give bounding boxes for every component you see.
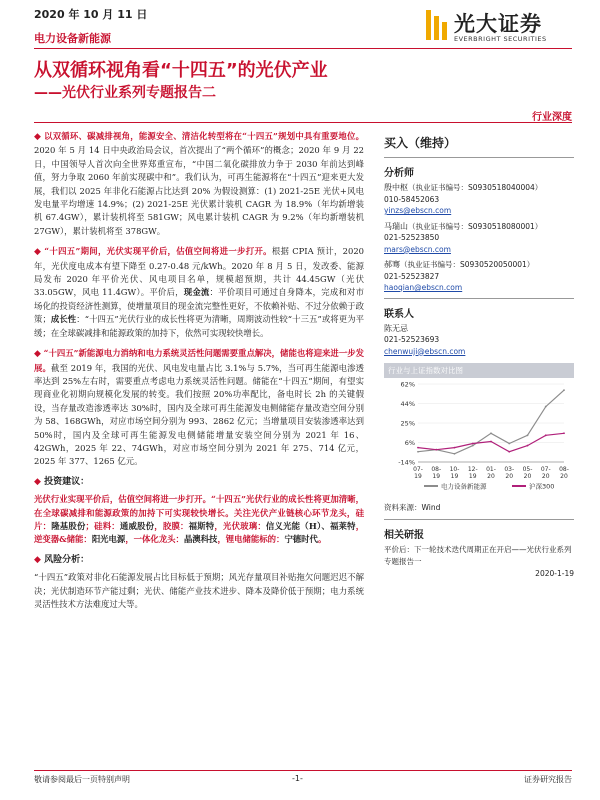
data-point xyxy=(490,441,492,443)
related-date: 2020-1-19 xyxy=(535,569,574,578)
risk-text: “十四五”政策对非化石能源发展占比目标低于预期；风光存量项目补贴拖欠问题迟迟不解决；光伏制造环节产能过剩；光伏、储能产业技术进步、降本及降价低于预期；电力系统灵活性技术方法难度过大等。 xyxy=(34,572,364,609)
bullet-icon: ◆ xyxy=(34,132,42,142)
main-body xyxy=(34,130,364,618)
title-rule xyxy=(34,122,572,123)
recommendation-title: ◆ 投资建议： xyxy=(34,476,90,487)
analyst-phone: 021-52523850 xyxy=(384,233,440,242)
data-point xyxy=(472,445,474,447)
stock-name: 阳光电源 xyxy=(91,534,126,545)
x-tick-label: 07- xyxy=(540,466,551,473)
y-tick-label: 62% xyxy=(400,380,415,389)
paragraph-1 xyxy=(34,130,364,238)
data-point xyxy=(417,451,419,453)
footer-disclaimer: 敬请参阅最后一页特别声明 xyxy=(34,775,130,784)
data-point xyxy=(508,451,510,453)
bullet-icon: ◆ xyxy=(34,349,41,360)
data-point xyxy=(527,434,529,436)
divider xyxy=(384,157,574,158)
paragraph-3 xyxy=(34,347,364,469)
header-rule xyxy=(34,48,572,49)
x-tick-label: 19 xyxy=(414,473,422,480)
bullet-icon: ◆ xyxy=(34,476,41,487)
data-point xyxy=(545,434,547,436)
x-tick-label: 08- xyxy=(431,466,442,473)
contact-email[interactable]: chenwuji@ebscn.com xyxy=(384,346,466,356)
contact-header: 联系人 xyxy=(384,308,414,320)
analyst-email[interactable]: mars@ebscn.com xyxy=(384,244,451,254)
analyst-cert: （执业证书编号：S0930518040004） xyxy=(408,183,543,192)
report-date: 2020 年 10 月 11 日 xyxy=(34,8,148,21)
paragraph-2 xyxy=(34,245,364,340)
data-point xyxy=(435,449,437,451)
legend-label: 电力设备新能源 xyxy=(441,482,487,491)
x-tick-label: 12- xyxy=(467,466,478,473)
p2-growth: 成长性 xyxy=(50,314,77,325)
report-subtitle: ——光伏行业系列专题报告二 xyxy=(34,85,216,101)
footer-rule xyxy=(34,770,572,771)
analyst-card xyxy=(384,182,574,217)
report-type-tag: 行业深度 xyxy=(532,112,572,123)
y-tick-label: -14% xyxy=(398,458,415,467)
data-point xyxy=(454,447,456,449)
x-tick-label: 20 xyxy=(505,473,514,480)
x-tick-label: 20 xyxy=(541,473,550,480)
report-sector: 电力设备新能源 xyxy=(34,32,111,45)
legend-label: 沪深300 xyxy=(529,482,555,491)
report-title: 从双循环视角看“十四五”的光伏产业 xyxy=(34,60,328,81)
line-chart xyxy=(384,378,574,496)
x-tick-label: 10- xyxy=(449,466,460,473)
analyst-name: 马瑞山 xyxy=(384,221,408,231)
brand-logo xyxy=(424,8,574,48)
chart-source: 资料来源：Wind xyxy=(384,503,441,512)
brand-name-cn: 光大证券 xyxy=(454,12,542,36)
contact-phone: 021-52523693 xyxy=(384,335,440,344)
analyst-email[interactable]: haoqian@ebscn.com xyxy=(384,283,463,292)
analyst-cert: （执业证书编号：S0930518080001） xyxy=(408,221,543,231)
stock-name: 宁德时代 xyxy=(284,534,318,545)
analyst-cert: （执业证书编号：S0930520050001） xyxy=(400,260,535,269)
data-point xyxy=(527,445,529,447)
footer-label: 证券研究报告 xyxy=(524,775,572,784)
x-tick-label: 20 xyxy=(560,473,568,480)
x-tick-label: 01- xyxy=(486,466,496,473)
logo-mark-icon xyxy=(424,8,450,42)
data-point xyxy=(417,447,419,449)
x-tick-label: 20 xyxy=(523,473,532,480)
stock-name: 福斯特 xyxy=(188,520,215,531)
analyst-name: 郝骞 xyxy=(384,260,400,269)
analyst-phone: 010-58452063 xyxy=(384,194,440,204)
bullet-icon: ◆ xyxy=(34,247,42,258)
x-tick-label: 07- xyxy=(413,466,423,473)
y-tick-label: 25% xyxy=(400,419,415,428)
analyst-phone: 021-52523827 xyxy=(384,271,440,281)
p1-text: 2020 年 5 月 14 日中央政治局会议，首次提出了“两个循环”的概念；2020 年 9 月 22 日，中国领导人首次向全世界郑重宣布，“中国二氧化碳排放力争于 2030 年前达到峰值，努力争取 2060 年前实现碳中和”。我们认为，可再生能源将在“十四五”迎来更大发展，我们以 2025 年非化石能源占比达到 20% 为假设测算：(1) 2021-25E 光伏+风电发电量平均增速 14.9%；(2) 2021-25E 光伏累计装机 CAGR 为 18.9%（年均新增装机 67.4GW），累计装机将至 581GW；风电累计装机 CAGR 为 9.2%（年均新增装机 27GW），累计装机将至 378GW。 xyxy=(34,145,364,236)
stock-name: 信义光能（H）、福莱特 xyxy=(265,520,356,531)
stock-name: 晶澳科技 xyxy=(183,534,218,545)
divider xyxy=(384,298,574,299)
sidebar xyxy=(384,130,574,580)
analyst-header: 分析师 xyxy=(384,168,414,179)
related-title[interactable]: 平价后：下一轮技术迭代周期正在开启——光伏行业系列专题报告一 xyxy=(384,545,572,566)
divider xyxy=(384,519,574,520)
analyst-card xyxy=(384,259,574,294)
stock-name: 通威股份 xyxy=(119,520,155,531)
x-tick-label: 19 xyxy=(432,473,441,480)
contact-name: 陈无忌 xyxy=(384,323,408,333)
rating: 买入（维持） xyxy=(384,136,457,150)
data-point xyxy=(454,453,456,455)
chart-title: 行业与上证指数对比图 xyxy=(384,363,574,378)
y-tick-label: 44% xyxy=(400,400,415,408)
analyst-email[interactable]: yinzs@ebscn.com xyxy=(384,206,452,215)
risk-title: ◆ 风险分析： xyxy=(34,554,90,565)
p2-headline: “十四五”期间，光伏实现平价后，估值空间将进一步打开。 xyxy=(44,246,272,257)
x-tick-label: 08- xyxy=(559,466,569,473)
page-number: -1- xyxy=(292,774,303,783)
data-point xyxy=(490,432,492,434)
p2-cashflow: 现金流 xyxy=(183,287,210,298)
y-tick-label: 6% xyxy=(404,439,415,447)
brand-name-en: EVERBRIGHT SECURITIES xyxy=(454,35,547,43)
index-comparison-chart xyxy=(384,363,574,513)
data-point xyxy=(545,406,547,408)
data-point xyxy=(508,443,510,445)
x-tick-label: 20 xyxy=(487,473,495,480)
p3-headline: “十四五”新能源电力消纳和电力系统灵活性问题需要重点解决，储能也将迎来进一步发展。 xyxy=(34,348,364,373)
x-tick-label: 19 xyxy=(468,473,477,480)
x-tick-label: 05- xyxy=(522,466,533,473)
series-line-0 xyxy=(418,390,564,454)
p2-text-c: ：“十四五”光伏行业的成长性将更为清晰，周期波动性较“十三五”或将更为平缓；在全球碳减排和能源政策的加持下，依然可实现较快增长。 xyxy=(34,314,365,338)
p2-text-a: 根据 CPIA 预计，2020 年，光伏度电成本有望下降至 0.27-0.48 元/kWh。2020 年 8 月 5 日，发改委、能源局发布 2020 年平价光伏、风电项目名单，规模超预期，共计 44.45GW（光伏 33.05GW，风电 11.4GW）。平价后， xyxy=(34,246,364,298)
related-report[interactable] xyxy=(384,544,574,580)
bullet-icon: ◆ xyxy=(34,554,41,565)
data-point xyxy=(563,389,565,391)
stock-name: 隆基股份 xyxy=(51,520,86,531)
p2-text-b: ：平价项目可通过自身降本，完成和对市场化的投资经济性测算，使增量项目的现金流完整性更好，不依赖补贴、不过分依赖于政策； xyxy=(34,287,365,325)
data-point xyxy=(563,432,565,434)
analyst-name: 殷中枢 xyxy=(384,183,408,192)
x-tick-label: 03- xyxy=(504,466,515,473)
related-header: 相关研报 xyxy=(384,530,424,541)
contact-card xyxy=(384,323,574,358)
p3-text: 截至 2019 年，我国的光伏、风电发电量占比 3.1%与 5.7%，当可再生能源电渗透率达到 25%左右时，需要重点考虑电力系统灵活性问题。储能在“十四五”期间，有望实现商业化初期向规模化发展的转变。我们按照 20%功率配比，备电时长 2h 的关键假设，当存量改造渗透率达 30%时，国内及全球可再生能源发电侧储能存量改造空间分别为 58、168GWh，对应市场空间分别为 993、2862 亿元；当增量项目安装渗透率达到 50%时，国内及全球可再生能源发电侧储能增量安装空间分别为 2021 年 16、42GWh，2025 年 22、74GWh，对应市场空间分别为 2021 年 275、714 亿元，2025 年 377、1265 亿元。 xyxy=(34,362,365,467)
recommendation-text: 光伏行业实现平价后，估值空间将进一步打开。“十四五”光伏行业的成长性将更加清晰，在全球碳减排和能源政策的加持下可实现较快增长。关注光伏产业链核心环节龙头，硅片：隆基股份；硅料：通威股份，胶膜：福斯特，光伏玻璃：信义光能（H）、福莱特，逆变器&储能：阳光电源，一体化龙头：晶澳科技，锂电储能标的：宁德时代。 xyxy=(34,494,365,545)
x-tick-label: 19 xyxy=(450,473,459,480)
data-point xyxy=(472,443,474,445)
analyst-card xyxy=(384,221,574,256)
p1-headline: 以双循环、碳减排视角，能源安全、清洁化转型将在“十四五”规划中具有重要地位。 xyxy=(44,131,365,141)
